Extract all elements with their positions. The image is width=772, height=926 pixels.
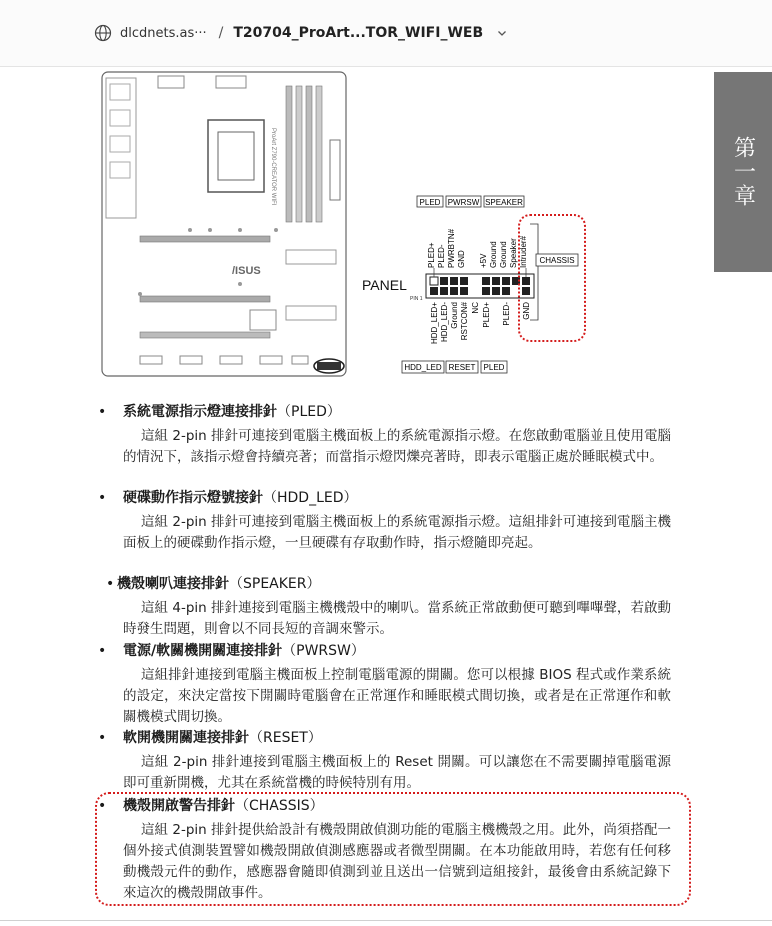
pin-label: RSTCON# xyxy=(460,302,469,341)
viewer-toolbar xyxy=(0,0,772,67)
item-heading: 軟開機開關連接排針（RESET） xyxy=(123,730,322,746)
chassis-section-highlight xyxy=(95,792,691,906)
item-heading: 機殼喇叭連接排針（SPEAKER） xyxy=(117,576,321,592)
chassis-highlight xyxy=(518,214,586,342)
chapter-tab xyxy=(714,72,772,272)
bullet: • xyxy=(98,490,107,506)
pin-label: PLED+ xyxy=(427,242,436,268)
pin-label: Intruder# xyxy=(519,235,528,268)
pin-label: PLED- xyxy=(437,244,446,268)
item-body: 這組 2-pin 排針連接到電腦主機面板上的 Reset 開關。可以讓您在不需要關掉電腦電源即可重新開機，尤其在系統當機的時候特別有用。 xyxy=(123,754,671,791)
item-heading: 電源/軟關機開關連接排針（PWRSW） xyxy=(123,643,365,659)
bullet: • xyxy=(98,404,107,420)
chapter-tab-label: 第一章 xyxy=(730,136,756,208)
board-brand: /ISUS xyxy=(232,265,261,277)
item-body: 這組排針連接到電腦主機面板上控制電腦電源的開關。您可以根據 BIOS 程式或作業系統的設定，來決定當按下開關時電腦會在正常運作和睡眠模式間切換，或者是在正常運作和軟關機模式間切換。 xyxy=(123,667,671,725)
board-label: ProArt Z790-CREATOR WIFI xyxy=(270,128,276,206)
item-heading: 機殼開啟警告排針（CHASSIS） xyxy=(123,798,324,814)
item-body: 這組 2-pin 排針提供給設計有機殼開啟偵測功能的電腦主機機殼之用。此外，尚須搭配一個外接式偵測裝置譬如機殼開啟偵測感應器或者微型開關。在本功能啟用時，若您有任何移動機殼元件的動作，感應器會隨即偵測到並且送出一信號到這組接針，最後會由系統記錄下來這次的機殼開啟事件。 xyxy=(123,822,671,901)
top-pin-labels xyxy=(427,228,528,268)
group-label-pled: PLED xyxy=(419,198,441,207)
breadcrumb-separator: / xyxy=(218,25,224,41)
pin1-label: PIN 1 xyxy=(410,296,423,302)
item-heading: 系統電源指示燈連接排針（PLED） xyxy=(123,404,341,420)
group-label-pwrsw: PWRSW xyxy=(447,198,480,207)
pin-label: Ground xyxy=(450,302,459,329)
pin-label: GND xyxy=(457,250,466,268)
pin-label: NC xyxy=(471,302,480,314)
pin-label: Ground xyxy=(499,241,508,268)
pin-label: GND xyxy=(522,302,531,320)
chevron-down-icon[interactable] xyxy=(497,28,507,38)
bullet: • xyxy=(106,576,115,592)
group-label-hdd-led: HDD_LED xyxy=(404,363,442,372)
pin-label: +5V xyxy=(479,253,488,268)
pin-label: PLED- xyxy=(502,302,511,326)
top-group-labels xyxy=(417,196,524,207)
bullet: • xyxy=(98,730,107,746)
site-name[interactable]: dlcdnets.as··· xyxy=(120,25,207,41)
motherboard-figure xyxy=(100,70,350,380)
page-bottom-border xyxy=(0,920,772,921)
chassis-label: CHASSIS xyxy=(539,256,575,265)
pin-label: PWRBTN# xyxy=(447,228,456,268)
item-body: 這組 2-pin 排針可連接到電腦主機面板上的系統電源指示燈。這組排針可連接到電腦主機面板上的硬碟動作指示燈，一旦硬碟有存取動作時，指示燈隨即亮起。 xyxy=(123,514,671,551)
globe-icon xyxy=(94,24,112,42)
pin-label: Speaker xyxy=(509,238,518,268)
group-label-reset: RESET xyxy=(448,363,476,372)
bottom-pin-labels xyxy=(430,301,531,344)
panel-title: PANEL xyxy=(362,277,407,293)
item-body: 這組 4-pin 排針連接到電腦主機機殼中的喇叭。當系統正常啟動便可聽到嗶嗶聲，若啟動時發生問題，則會以不同長短的音調來警示。 xyxy=(123,600,671,637)
item-body: 這組 2-pin 排針可連接到電腦主機面板上的系統電源指示燈。在您啟動電腦並且使用電腦的情況下，該指示燈會持續亮著；而當指示燈閃爍亮著時，即表示電腦正處於睡眠模式中。 xyxy=(123,428,671,465)
group-label-speaker: SPEAKER xyxy=(485,198,523,207)
bottom-group-labels xyxy=(402,361,507,373)
breadcrumb xyxy=(94,22,507,44)
pin-label: Ground xyxy=(489,241,498,268)
pin-label: HDD_LED+ xyxy=(430,302,439,345)
bullet: • xyxy=(98,643,107,659)
bullet: • xyxy=(98,798,107,814)
group-label-pled-bottom: PLED xyxy=(483,363,505,372)
item-heading: 硬碟動作指示燈號接針（HDD_LED） xyxy=(123,490,358,506)
pin-label: PLED+ xyxy=(482,302,491,328)
pin-label: HDD_LED- xyxy=(440,302,449,343)
document-name[interactable]: T20704_ProArt...TOR_WIFI_WEB xyxy=(233,25,484,41)
